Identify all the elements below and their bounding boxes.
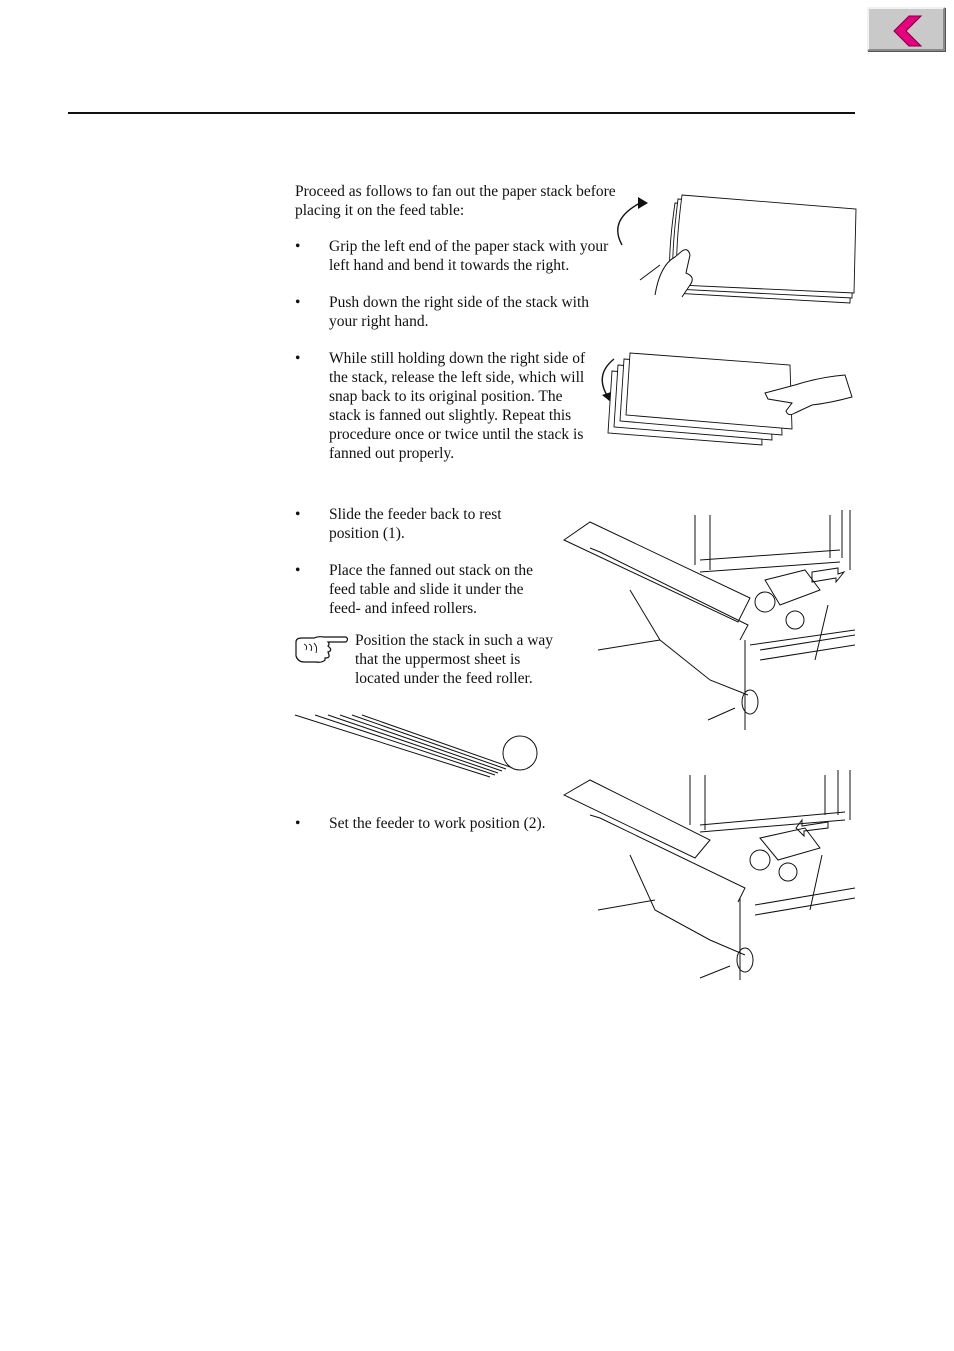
- note-text: Position the stack in such a way that the uppermost sheet is located under the feed roller.: [355, 632, 554, 687]
- step-push-down: Push down the right side of the stack with your right hand.: [329, 294, 590, 330]
- bullet: •: [295, 562, 301, 579]
- back-button[interactable]: [867, 7, 945, 51]
- header-rule: [68, 112, 855, 114]
- chevron-left-icon: [891, 14, 925, 48]
- illustration-push-stack: [590, 345, 855, 455]
- illustration-feeder-rest-position: [560, 510, 855, 735]
- illustration-bend-stack: [600, 185, 860, 310]
- step-release-left: While still holding down the right side of the stack, release the left side, which will snap back to its original position. The stack is fanned out slightly. Repeat this procedure once or twice until the stack is fanned out properly.: [329, 350, 586, 462]
- bullet: •: [295, 238, 301, 255]
- bullet: •: [295, 350, 301, 367]
- bullet: •: [295, 506, 301, 523]
- intro-text: Proceed as follows to fan out the paper stack before placing it on the feed table:: [295, 183, 616, 219]
- bullet: •: [295, 815, 301, 832]
- illustration-stack-under-roller: [290, 705, 550, 785]
- bullet: •: [295, 294, 301, 311]
- step-rest-position: Slide the feeder back to rest position (1).: [329, 506, 502, 542]
- step-place-stack: Place the fanned out stack on the feed table and slide it under the feed- and infeed rollers.: [329, 562, 534, 617]
- pointing-hand-icon: [294, 634, 350, 664]
- step-work-position: Set the feeder to work position (2).: [329, 815, 546, 832]
- step-grip-stack: Grip the left end of the paper stack with your left hand and bend it towards the right.: [329, 238, 609, 274]
- illustration-feeder-work-position: [560, 770, 855, 985]
